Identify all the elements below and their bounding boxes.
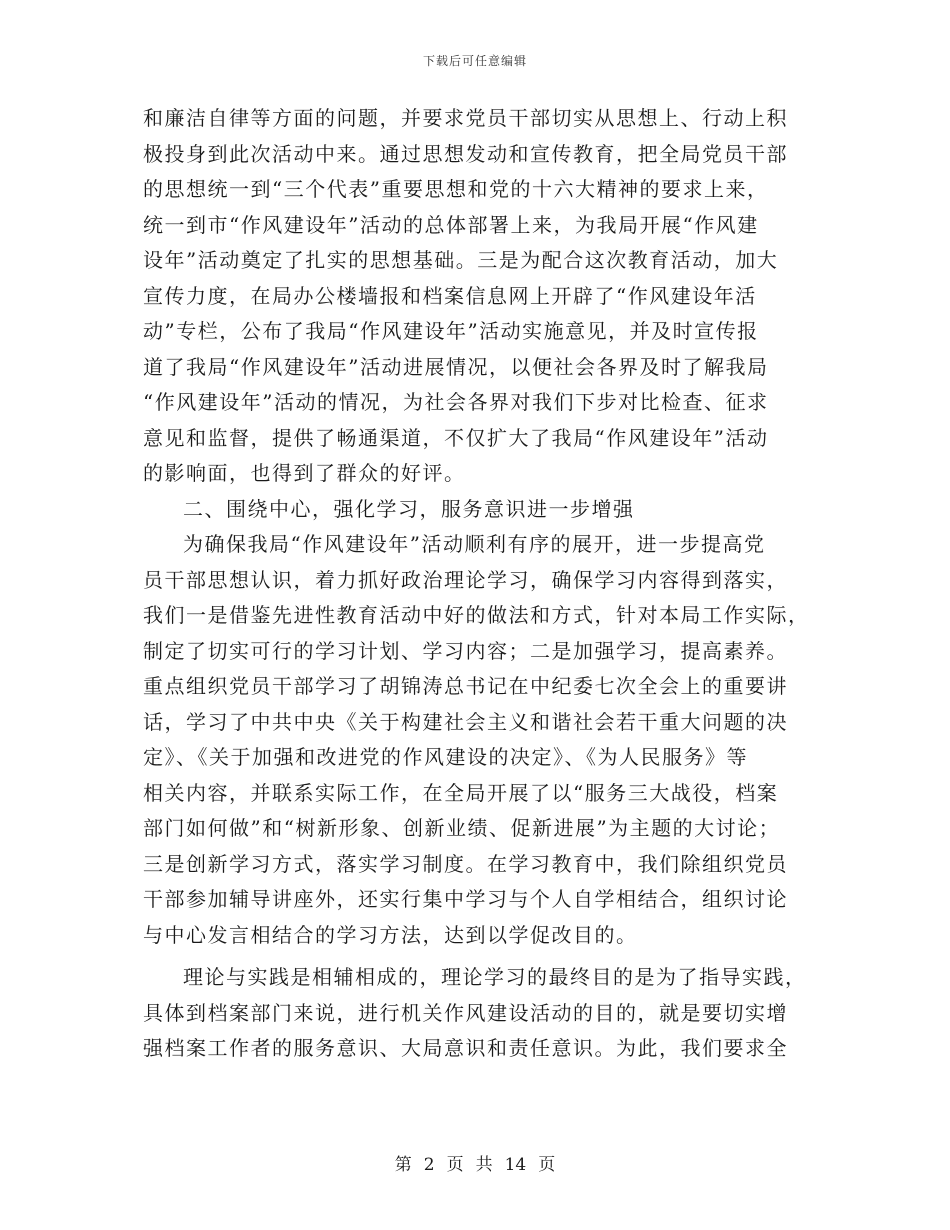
footer-suffix: 页 <box>538 1155 556 1175</box>
text-line: 极投身到此次活动中来。通过思想发动和宣传教育，把全局党员干部 <box>143 141 788 166</box>
text-line: 相关内容，并联系实际工作，在全局开展了以“服务三大战役，档案 <box>143 780 779 805</box>
text-line: 的思想统一到“三个代表”重要思想和党的十六大精神的要求上来， <box>143 177 769 201</box>
text-line: “作风建设年”活动的情况，为社会各界对我们下步对比检查、征求 <box>143 390 769 414</box>
text-line: 我们一是借鉴先进性教育活动中好的做法和方式，针对本局工作实际， <box>143 603 810 627</box>
text-line: 话，学习了中共中央《关于构建社会主义和谐社会若干重大问题的决 <box>143 709 788 734</box>
text-line: 的影响面，也得到了群众的好评。 <box>143 461 466 485</box>
text-line: 制定了切实可行的学习计划、学习内容；二是加强学习，提高素养。 <box>143 638 788 663</box>
text-line: 定》、《关于加强和改进党的作风建设的决定》、《为人民服务》等 <box>143 745 748 769</box>
text-line: 干部参加辅导讲座外，还实行集中学习与个人自学相结合，组织讨论 <box>143 887 788 911</box>
footer-current-page: 2 <box>423 1155 435 1175</box>
text-line: 理论与实践是相辅相成的，理论学习的最终目的是为了指导实践， <box>183 965 807 989</box>
footer-total-label: 共 <box>475 1155 493 1175</box>
text-line: 三是创新学习方式，落实学习制度。在学习教育中，我们除组织党员 <box>143 851 788 876</box>
text-line: 重点组织党员干部学习了胡锦涛总书记在中纪委七次全会上的重要讲 <box>143 674 788 698</box>
footer-prefix: 第 <box>394 1155 412 1175</box>
page-header: 下载后可任意编辑 <box>422 54 527 68</box>
text-line: 意见和监督，提供了畅通渠道，不仅扩大了我局“作风建设年”活动 <box>143 425 769 450</box>
page-footer <box>0 1150 950 1175</box>
footer-total-pages: 14 <box>504 1155 527 1175</box>
footer-page-label: 页 <box>446 1155 464 1175</box>
text-line: 员干部思想认识，着力抓好政治理论学习，确保学习内容得到落实， <box>143 567 788 592</box>
document-body <box>143 101 811 1067</box>
text-line: 二、围绕中心，强化学习，服务意识进一步增强 <box>183 496 635 521</box>
text-line: 设年”活动奠定了扎实的思想基础。三是为配合这次教育活动，加大 <box>143 248 779 272</box>
text-line: 统一到市“作风建设年”活动的总体部署上来，为我局开展“作风建 <box>143 212 759 237</box>
text-line: 和廉洁自律等方面的问题，并要求党员干部切实从思想上、行动上积 <box>143 106 788 130</box>
text-line: 为确保我局“作风建设年”活动顺利有序的展开，进一步提高党 <box>183 532 766 556</box>
text-line: 部门如何做”和“树新形象、创新业绩、促新进展”为主题的大讨论； <box>143 816 781 840</box>
text-line: 动”专栏，公布了我局“作风建设年”活动实施意见，并及时宣传报 <box>143 319 759 343</box>
text-line: 强档案工作者的服务意识、大局意识和责任意识。为此，我们要求全 <box>143 1036 788 1060</box>
text-line: 具体到档案部门来说，进行机关作风建设活动的目的，就是要切实增 <box>143 1000 788 1025</box>
text-line: 道了我局“作风建设年”活动进展情况，以便社会各界及时了解我局 <box>143 354 769 379</box>
text-line: 与中心发言相结合的学习方法，达到以学促改目的。 <box>143 922 638 947</box>
text-line: 宣传力度，在局办公楼墙报和档案信息网上开辟了“作风建设年活 <box>143 283 757 308</box>
